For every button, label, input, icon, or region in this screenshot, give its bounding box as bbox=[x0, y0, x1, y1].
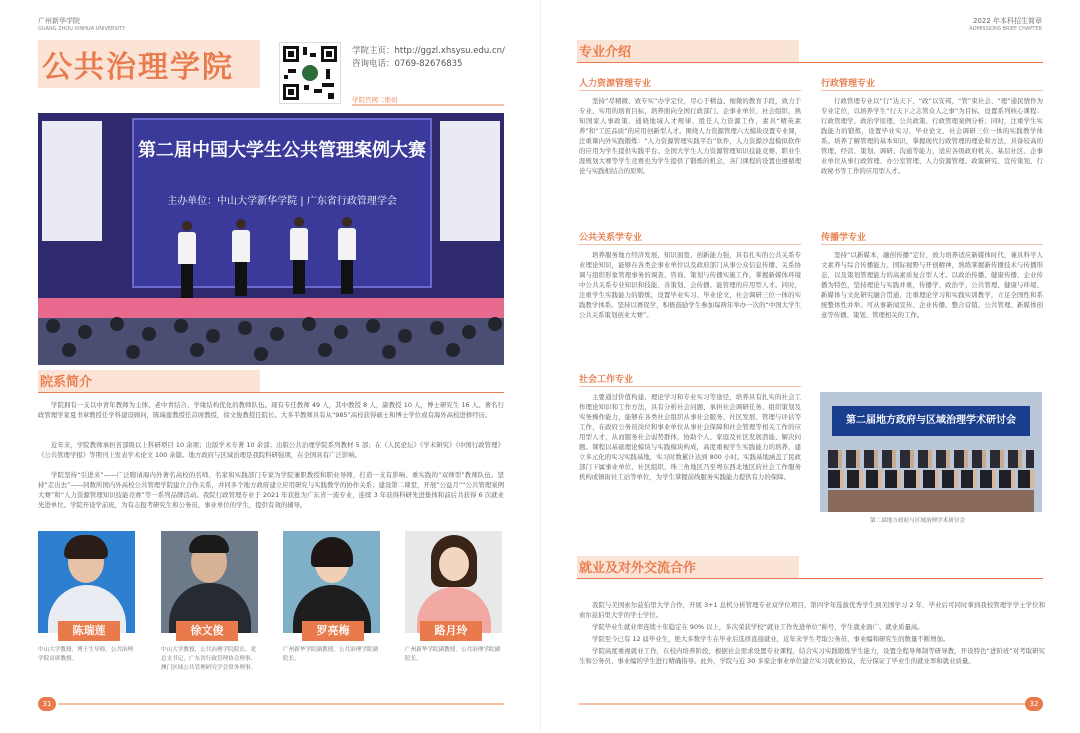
conference-banner: 第二届地方政府与区域治理学术研讨会 bbox=[832, 406, 1030, 436]
intro-header bbox=[38, 370, 504, 392]
major-pr-text: 培养服务地方经济发展，知识面宽、创新能力强，具有扎实的公共关系专业理论知识，能够在各类企事业单位以及政府部门从事公众信息传播、关系协调与组织形象管理事务的调查、咨询、策划与传播实施工作，掌握新媒体环境中公共关系专业知识和技能、善策划、会传播、能管理的应用型人才。同时，注重学生实践能力的锻炼，设置毕业实习、毕业论文、社会调研三位一体的实践教学体系。坚持以赛促学，积极鼓励学生参加每两年举办一次的“中国大学生公共关系策划创业大赛”。 bbox=[579, 251, 801, 319]
major-admin-text: 行政管理专业以“行”达天下、“政”以安邦、“管”束社会、“理”通民情作为专业定位，以培养学生“行天下之志管众人之事”为目标，设置系列核心课程：行政管理学、政治学原理、公共政策、行政管理案例分析；同时，注重学生实践能力的锻炼，设置毕业实习、毕业论文、社会调研三位一体的实践教学体系。培养了解管理的基本知识，掌握现代行政管理的理论和方法，具备较高的管理、经营、策划、调研、沟通等能力，适应各级政府机关、基层社区、企事业单位从事行政管理、办公室管理、人力资源管理、政策研究、宣传策划、行政秘书等工作的应用型人才。 bbox=[821, 97, 1043, 175]
banner-subtitle: 主办单位：中山大学新华学院 | 广东省行政管理学会 bbox=[167, 196, 397, 207]
major-media-text: 坚持“以新媒本，融创传播”定位，致力培养适应新媒体时代，兼具科学人文素养与综合传播能力、国际视野与开创精神，熟练掌握新传播技术与传播形态，以及策划管理能力的高素质复合型人才。以政治传播、健康传播、企业传播为特色，坚持理论与实践并重，传播学、政治学、公共管理、健康与环境、新媒体与文化研究融合贯通，注重理论学习和实践实训教学，立足全国性和系统整体性并举。可从事新闻宣传、企业传播、整合营销、公共管理、新媒体创意等传播、策划、管理相关的工作。 bbox=[821, 251, 1043, 319]
major-media-title: 传播学专业 bbox=[821, 233, 867, 243]
employment-paragraph-4: 学院高度重视就业工作，在校内培养阶段，根据社会需求设置专业课程，结合实习实践锻炼学生能力，设置全程导师制等研导教，开设特色“进阶班”对考取研究生和公务员、事业编的学生进行精确指导。此外，学院与近 30 多家企事业单位建立实习就业协议，充分保证了毕业生的就业率和就业质量。 bbox=[579, 647, 1045, 665]
faculty-desc-2: 中山大学教授，公共治理学院院长、党总支书记，广东省行政管理协会理事、澳门区域公共管理研究学会常务理事。 bbox=[161, 647, 257, 671]
employment-paragraph-3: 学院至今已有 12 届毕业生，绝大多数学生在毕业后选择直接就业，近年来学生考取公务员、事业编和研究生的数量不断增加。 bbox=[592, 635, 950, 643]
faculty-photo-1 bbox=[38, 531, 135, 633]
major-media-line bbox=[821, 244, 1043, 245]
major-social-title: 社会工作专业 bbox=[579, 375, 634, 385]
university-name-cn: 广州新华学院 bbox=[38, 17, 80, 25]
employment-title: 就业及对外交流合作 bbox=[579, 561, 697, 576]
employment-paragraph-2: 学院毕业生就业率连续十年稳定在 90% 以上，多次荣获学校“就业工作先进单位”称号，学生就业面广、就业质量高。 bbox=[592, 623, 924, 631]
faculty-name-2: 徐文俊 bbox=[176, 621, 238, 641]
right-page bbox=[540, 0, 1080, 733]
page-title: 公共治理学院 bbox=[42, 50, 234, 85]
intro-title: 院系简介 bbox=[40, 375, 93, 390]
footer-line-left bbox=[58, 703, 504, 705]
employment-header bbox=[577, 556, 1043, 578]
faculty-desc-1: 中山大学教授、博士生导师，公共治理学院首席教授。 bbox=[38, 647, 134, 662]
conference-photo bbox=[820, 392, 1042, 512]
qr-caption: 学院官网二维码 bbox=[352, 96, 398, 104]
faculty-photo-4 bbox=[405, 531, 502, 633]
intro-paragraph-2: 近年来，学院教师承担省部级以上科研项目 10 余项；出版学术专著 10 余部；出版公共治理学院系列教材 5 部；在《人民论坛》《学术研究》《中国行政管理》《公共管理学报》等期刊上发表学术论文 100 余篇。地方政府与区域治理是我院科研强项，在全国具有广泛影响。 bbox=[38, 441, 504, 459]
employment-paragraph-1: 我院与美国索尔兹伯里大学合作，开展 3+1 息机分析管理专业双学位项目，第四学年选拔优秀学生到美国学习 2 年，毕业后可同时拿到我校管理学学士学位和索尔兹伯里大学的学士学位。 bbox=[579, 601, 1045, 619]
university-name-en: GUANG ZHOU XINHUA UNIVERSITY bbox=[38, 26, 126, 32]
major-social-text: 主要通过价值构建、理论学习和专业实习等途径，培养具有扎实的社会工作理论知识和工作方法，具有分析社会问题、承担社会调研任务、组织策划及实务操作能力，能够在各类社会组织从事社会服务、社区发展、管理与评估等工作，在政府公务员岗位和事业单位从事社会保障和社会管理等相关工作的应用型人才，从而服务社会弱势群体，协助个人、家庭及社区发展潜能、解决问题。课程以基础理论模块与实践模块构成，高度重视学生实践能力的培养，建立多元化的实习实践基地，实习时数累计达到 800 小时。实践基地涵盖了民政部门下属事业单位、社区组织、珠三角地区乃至粤东西北地区的社会工作服务机构或镇街社工站等单位，为学生掌握前线服务实践能力提供有力的保障。 bbox=[579, 393, 801, 481]
intro-paragraph-3: 学院坚持“引进来”——广泛聘请海内外著名高校的名师、名家和实践部门专家为学院兼职教授和职业导师，打造一支有影响、重实践的“双师型”教师队伍。坚持“走出去”——同数所国内外高校公共管理学院建立合作关系，并同多个地方政府建立应用研究与实践教学的协作关系；建设第二课堂，开展“公益月”“公共管理案例大赛”和“人力资源管理知识技能竞赛”等一系列品牌活动。我院行政管理专业于 2021 年获批为广东省一流专业，连续 3 年获得科研先进集体和前后共获得 6 次就业先进单位。学院开设学前班，为有志报考研究生和公务员、事业单位的学生，提供有效的辅导。 bbox=[38, 471, 504, 509]
faculty-name-1: 陈瑞莲 bbox=[58, 621, 120, 641]
major-hr-title: 人力资源管理专业 bbox=[579, 79, 652, 89]
brochure-title: 2022 年本科招生简章 bbox=[972, 17, 1042, 25]
major-hr-text: 坚持“尽精微、致专实”办学定位，尽心于精益、细微的教育手段，致力于专业、实用的培育目标，培养面向全国行政部门、企事业单位、社会组织，熟知国家人事政策、通晓地域人才规律，胜任人力资源工作，素具“精英素养”和“工匠品质”的应用创新型人才。围绕人力资源管理六大模块设置专业课，注重课内外实践锻炼：“人力资源管理实践平台”软件，人力资源沙盘模拟软件的应用为学生提供实践平台。全国大学生人力资源管理知识技能竞赛、职业生涯规划大赛等学生竞赛也为学生提供了锻炼的机会，各门课程的设置也遵循理论与实践相结合的原则。 bbox=[579, 97, 801, 175]
major-admin-title: 行政管理专业 bbox=[821, 79, 876, 89]
major-pr-title: 公共关系学专业 bbox=[579, 233, 643, 243]
homepage-url: 学院主页：http://ggzl.xhsysu.edu.cn/ bbox=[352, 46, 505, 56]
page-number-right: 32 bbox=[1025, 697, 1043, 711]
major-hr-line bbox=[579, 90, 801, 91]
faculty-photo-2 bbox=[161, 531, 258, 633]
faculty-desc-3: 广州新华学院副教授，公共治理学院副院长。 bbox=[283, 647, 379, 662]
footer-line-right bbox=[579, 703, 1025, 705]
faculty-desc-4: 广州新华学院副教授，公共治理学院副院长。 bbox=[405, 647, 501, 662]
qr-divider bbox=[352, 104, 504, 106]
faculty-name-3: 罗亮梅 bbox=[302, 621, 364, 641]
faculty-name-4: 路月玲 bbox=[420, 621, 482, 641]
qr-code-icon bbox=[279, 42, 341, 104]
major-social-line bbox=[579, 386, 801, 387]
conference-caption: 第二届地方政府与区域治理学术研讨会 bbox=[870, 518, 966, 524]
faculty-photo-3 bbox=[283, 531, 380, 633]
intro-paragraph-1: 学院拥有一支以中青年教师为主体、老中青结合、学缘结构优化的教师队伍。现有专任教师 49 人，其中教授 8 人，副教授 10 人，博士研究生 16 人。著名行政管理学家夏书章教授任学科建设顾问，陈瑞莲教授任首席教授，徐文俊教授任院长。大多半教师具有从“985”高校获得硕士和博士学位或有海外高校进修经历。 bbox=[38, 401, 504, 419]
major-pr-line bbox=[579, 244, 801, 245]
stage-banner bbox=[132, 118, 432, 288]
majors-title: 专业介绍 bbox=[579, 45, 632, 60]
page-number-left: 31 bbox=[38, 697, 56, 711]
majors-header bbox=[577, 40, 1043, 62]
phone-number: 咨询电话：0769-82676835 bbox=[352, 59, 463, 69]
competition-photo bbox=[38, 113, 504, 365]
major-admin-line bbox=[821, 90, 1043, 91]
banner-title: 第二届中国大学生公共管理案例大赛 bbox=[138, 140, 426, 161]
brochure-title-en: ADMISSIONS BRIEF CHAPTER bbox=[969, 26, 1042, 32]
